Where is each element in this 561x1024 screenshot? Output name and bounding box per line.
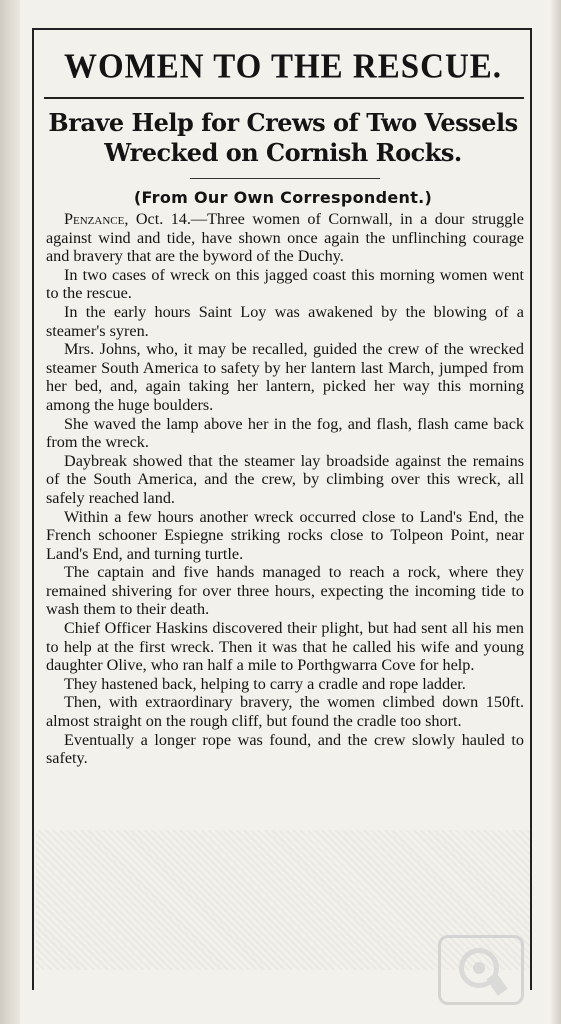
article-paragraph: The captain and five hands managed to reach a rock, where they remained shivering for over three hours, expecting the incoming tide to wash them to their death.	[46, 563, 524, 619]
subheadline-line-2: Wrecked on Cornish Rocks.	[104, 138, 462, 167]
lead-text: , Oct. 14.—Three women of Cornwall, in a dour struggle against wind and tide, have shown once again the unflinching courage and bravery that are the byword of the Duchy.	[46, 210, 524, 266]
article-paragraph: In two cases of wreck on this jagged coast this morning women went to the rescue.	[46, 265, 524, 303]
article-paragraph: Chief Officer Haskins discovered their plight, but had sent all his men to help at the first wreck. Then it was that he called his wife and young daughter Olive, who ran half a mile to Porthgwarra Cove for help.	[46, 619, 524, 675]
headline: WOMEN TO THE RESCUE.	[63, 48, 503, 86]
article-paragraph: She waved the lamp above her in the fog, and flash, flash came back from the wreck.	[46, 414, 524, 452]
byline: (From Our Own Correspondent.)	[133, 188, 433, 207]
article-paragraph: Within a few hours another wreck occurred close to Land's End, the French schooner Espiegne striking rocks close to Tolpeon Point, near Land's End, and turning turtle.	[46, 507, 524, 563]
dateline: Penzance	[64, 210, 125, 228]
paper-edge-left	[0, 0, 20, 1024]
subheadline-rule	[190, 178, 380, 179]
article-body	[46, 210, 524, 768]
article-paragraph	[46, 210, 524, 266]
bubble-tail	[486, 972, 507, 995]
article-paragraph: Eventually a longer rope was found, and the crew slowly hauled to safety.	[46, 730, 524, 768]
article-paragraph: Then, with extraordinary bravery, the women climbed down 150ft. almost straight on the rough cliff, but found the cradle too short.	[46, 693, 524, 731]
article-paragraph: In the early hours Saint Loy was awakened by the blowing of a steamer's syren.	[46, 302, 524, 340]
subheadline-line-1: Brave Help for Crews of Two Vessels	[48, 108, 518, 137]
article-paragraph: Mrs. Johns, who, it may be recalled, guided the crew of the wrecked steamer South America to safety by her lantern last March, jumped from her bed, and, again taking her lantern, picked her way this morning among the huge boulders.	[46, 340, 524, 414]
article-paragraph: They hastened back, helping to carry a cradle and rope ladder.	[64, 674, 466, 693]
paper-edge-right	[551, 0, 561, 1024]
article-paragraph: Daybreak showed that the steamer lay broadside against the remains of the South America, and the crew, by climbing over this wreck, all safely reached land.	[46, 451, 524, 507]
headline-rule	[44, 97, 524, 99]
subheadline	[36, 108, 530, 168]
speech-bubble-logo-icon	[438, 935, 524, 1005]
